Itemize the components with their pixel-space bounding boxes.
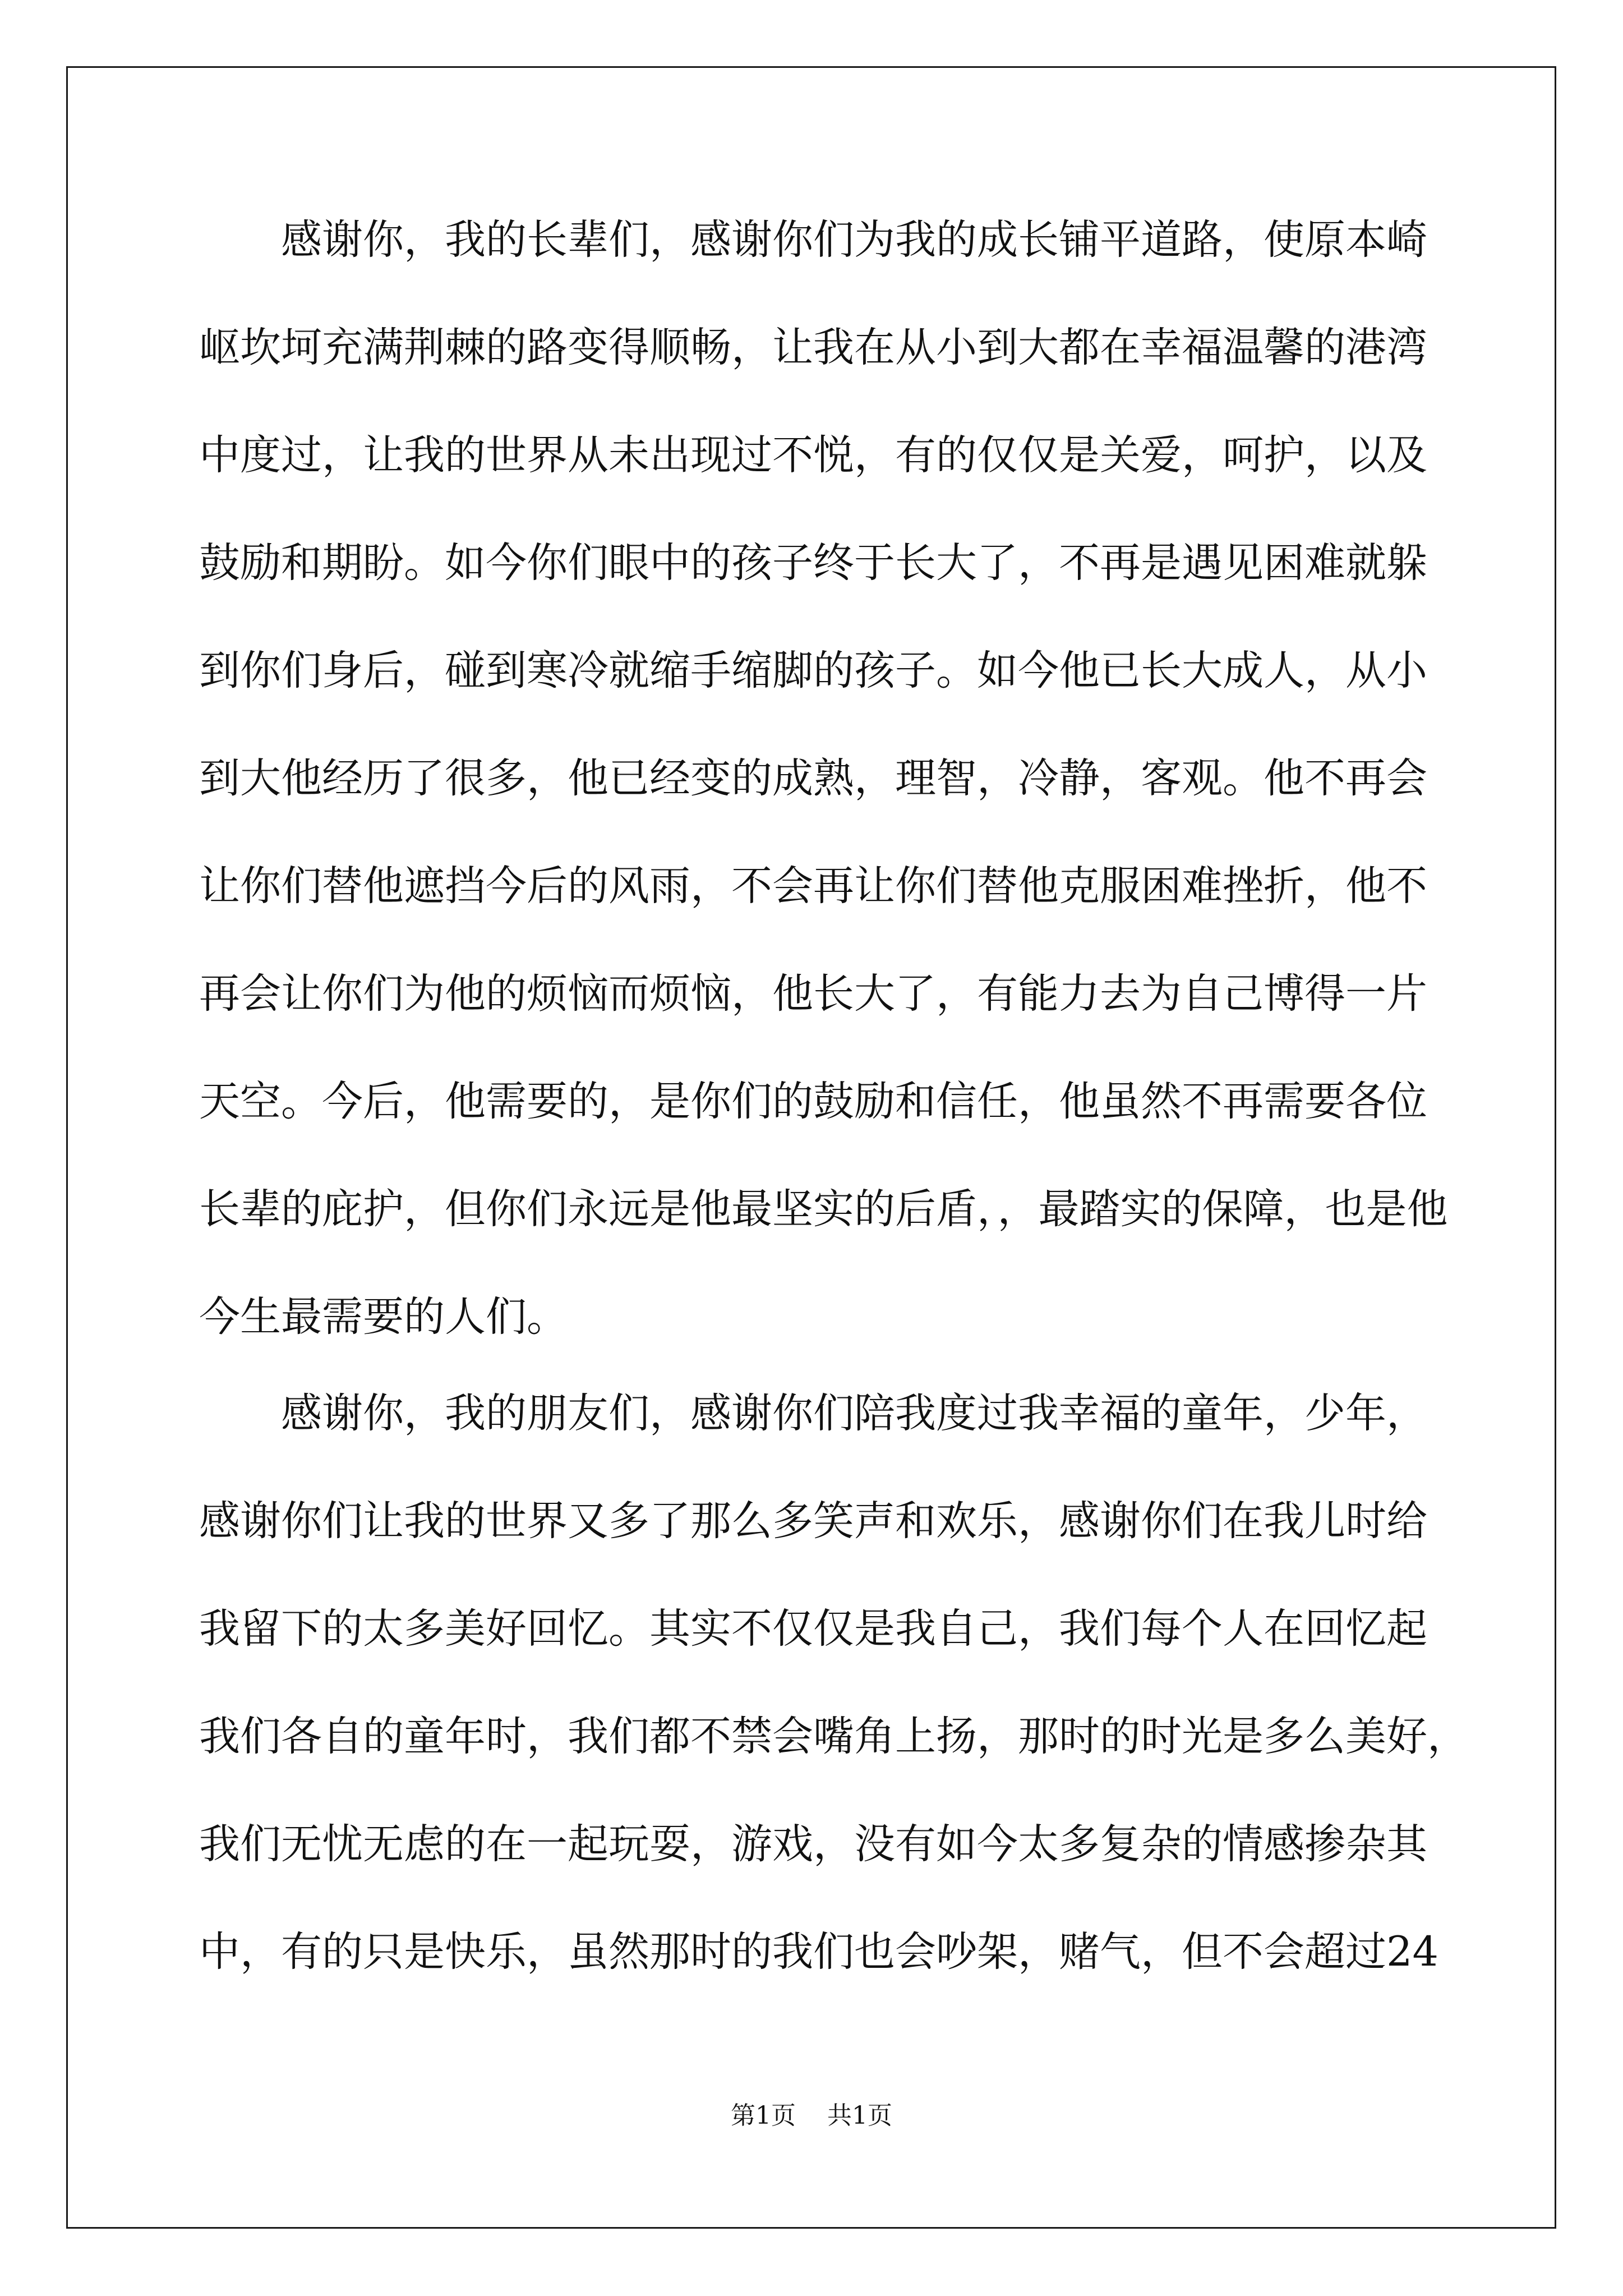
document-body xyxy=(199,213,1468,1979)
text-line: 感谢你们让我的世界又多了那么多笑声和欢乐，感谢你们在我儿时给 xyxy=(199,1497,1427,1545)
text-line: 鼓励和期盼。如今你们眼中的孩子终于长大了，不再是遇见困难就躲 xyxy=(199,539,1427,587)
page-number: 第1页 xyxy=(731,2101,796,2130)
text-line: 感谢你，我的朋友们，感谢你们陪我度过我幸福的童年，少年， xyxy=(281,1389,1427,1437)
text-line: 到你们身后，碰到寒冷就缩手缩脚的孩子。如今他已长大成人，从小 xyxy=(199,647,1427,694)
page-footer xyxy=(0,2095,1623,2131)
text-line: 中度过，让我的世界从未出现过不悦，有的仅仅是关爱，呵护，以及 xyxy=(199,431,1427,479)
text-line: 今生最需要的人们。 xyxy=(199,1293,568,1341)
text-line: 长辈的庇护，但你们永远是他最坚实的后盾，，最踏实的保障，也是他 xyxy=(199,1185,1448,1233)
text-line: 让你们替他遮挡今后的风雨，不会再让你们替他克服困难挫折，他不 xyxy=(199,862,1427,910)
text-line: 我留下的太多美好回忆。其实不仅仅是我自己，我们每个人在回忆起 xyxy=(199,1605,1427,1653)
paragraph xyxy=(199,213,1448,1344)
text-line: 天空。今后，他需要的，是你们的鼓励和信任，他虽然不再需要各位 xyxy=(199,1078,1427,1125)
text-line: 我们无忧无虑的在一起玩耍，游戏，没有如今太多复杂的情感掺杂其 xyxy=(199,1820,1427,1868)
text-line: 我们各自的童年时，我们都不禁会嘴角上扬，那时的时光是多么美好， xyxy=(199,1713,1468,1760)
text-line: 到大他经历了很多，他已经变的成熟，理智，冷静，客观。他不再会 xyxy=(199,754,1427,802)
text-line: 感谢你，我的长辈们，感谢你们为我的成长铺平道路，使原本崎 xyxy=(281,216,1427,264)
text-line: 再会让你们为他的烦恼而烦恼，他长大了，有能力去为自己博得一片 xyxy=(199,970,1427,1018)
paragraph xyxy=(199,1387,1468,1979)
text-line: 中，有的只是快乐，虽然那时的我们也会吵架，赌气，但不会超过24 xyxy=(199,1928,1438,1976)
text-line: 岖坎坷充满荆棘的路变得顺畅，让我在从小到大都在幸福温馨的港湾 xyxy=(199,324,1427,371)
page-total: 共1页 xyxy=(827,2101,892,2130)
